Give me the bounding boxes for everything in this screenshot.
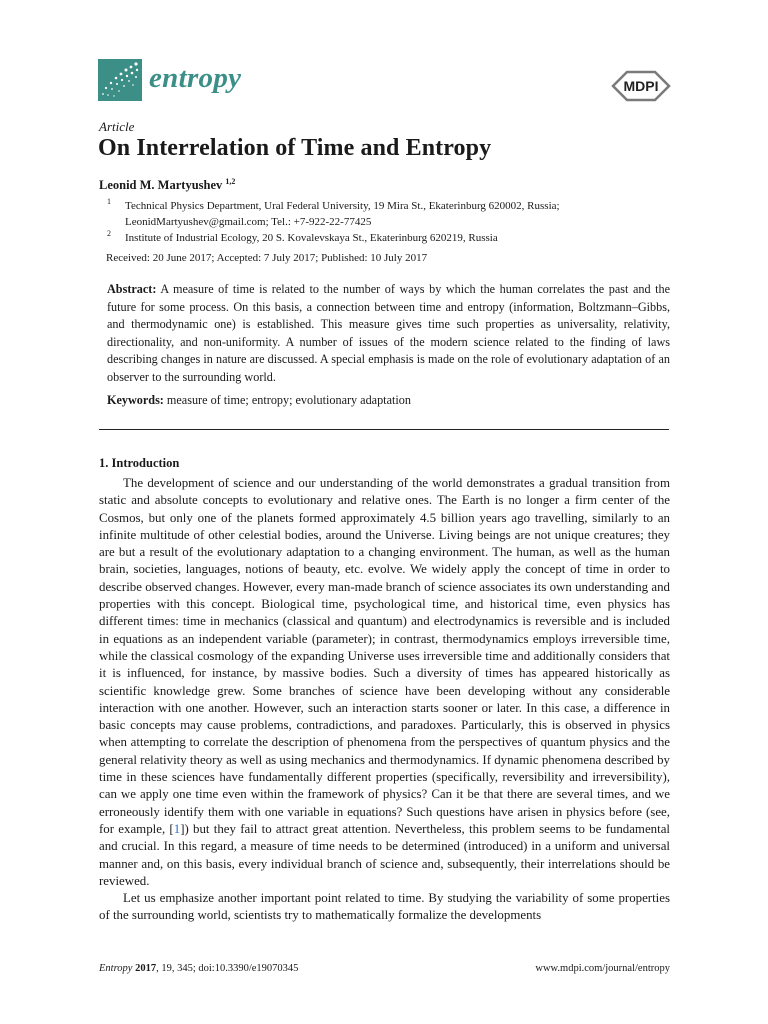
publication-dates: Received: 20 June 2017; Accepted: 7 July 2017; Published: 10 July 2017 xyxy=(106,252,428,264)
mdpi-logo-icon xyxy=(611,69,671,103)
paragraph xyxy=(99,475,670,890)
footer-journal: Entropy xyxy=(99,963,133,974)
journal-name: entropy xyxy=(149,62,242,94)
introduction-body xyxy=(99,475,670,925)
footer-citation xyxy=(99,963,298,974)
affiliation-number: 2 xyxy=(107,229,111,238)
affiliation-1 xyxy=(99,198,679,230)
footer-url[interactable]: www.mdpi.com/journal/entropy xyxy=(535,963,670,974)
paragraph-text: ]) but they fail to attract great attention. Nevertheless, this problem seems to be fundamental and crucial. In this regard, a measure of time needs to be determined (introduced) in a uniform and universal manner and, on this basis, every individual branch of science and, subsequently, their interrelations should be reviewed. xyxy=(99,821,671,888)
article-type: Article xyxy=(99,119,135,134)
footer-year: 2017 xyxy=(135,963,157,974)
affiliation-2 xyxy=(99,230,679,246)
article-title: On Interrelation of Time and Entropy xyxy=(98,135,492,161)
keywords xyxy=(107,393,411,408)
author-name: Leonid M. Martyushev xyxy=(99,178,223,193)
author-affil-sup: 1,2 xyxy=(225,177,236,186)
author xyxy=(99,177,235,193)
abstract-label: Abstract: xyxy=(107,282,157,296)
affiliation-contact[interactable]: LeonidMartyushev@gmail.com; Tel.: +7-922-22-77425 xyxy=(125,216,372,228)
citation-link[interactable]: 1 xyxy=(173,821,181,836)
affiliations xyxy=(99,198,679,246)
keywords-label: Keywords: xyxy=(107,393,164,407)
section-divider xyxy=(99,429,669,430)
section-heading: 1. Introduction xyxy=(99,456,180,470)
footer-doi: , 19, 345; doi:10.3390/e19070345 xyxy=(156,963,299,974)
abstract-text: A measure of time is related to the number of ways by which the human correlates the past and the future for some process. On this basis, a connection between time and entropy (information, Boltzmann–Gibbs, and thermodynamic one) is established. This measure gives time such properties as universality, relativity, directionality, and non-uniformity. A number of issues of the modern science related to the finding of laws describing changes in nature are discussed. A special emphasis is made on the role of evolutionary adaptation of an observer to the surrounding world. xyxy=(107,282,670,384)
publisher-name: MDPI xyxy=(623,78,659,94)
page-footer xyxy=(99,963,670,974)
paragraph: Let us emphasize another important point related to time. By studying the variability of some properties of the surrounding world, scientists try to mathematically formalize the developments xyxy=(99,891,670,923)
abstract xyxy=(107,281,670,386)
affiliation-text: Institute of Industrial Ecology, 20 S. Kovalevskaya St., Ekaterinburg 620219, Russia xyxy=(125,232,498,244)
affiliation-number: 1 xyxy=(107,197,111,206)
affiliation-text: Technical Physics Department, Ural Federal University, 19 Mira St., Ekaterinburg 620002, Russia; xyxy=(125,200,560,212)
keywords-text: measure of time; entropy; evolutionary adaptation xyxy=(166,393,411,407)
entropy-logo-icon xyxy=(98,59,142,101)
paragraph-text: The development of science and our understanding of the world demonstrates a gradual transition from static and absolute concepts to evolutionary and relative ones. The Earth is no longer a firm center of the Cosmos, but only one of the planets formed approximately 4.5 billion years ago travelling, similarly to an infinite multitude of other celestial bodies, around the Universe. Living beings are not unique creatures; they are but a result of the evolutionary adaptation to a changing environment. The human, as well as the human brain, societies, languages, notions of beauty, etc. evolve. We widely apply the concept of time in order to describe observed changes. However, every man-made branch of science associates its own understanding and properties with this concept. Biological time, psychological time, and historical time, even physics has different times: time in mechanics (classical and quantum) and electrodynamics is reversible and is included in equations as an independent variable (parameter); in contrast, thermodynamics employs irreversible time, while the classical cosmology of the expanding Universe uses irreversible time and additionally considers that it is influenced, for instance, by massive bodies. Such a diversity of times has appeared historically as scientific knowledge grew. Some branches of science have been developing without any considerable interaction with one another. However, such an interaction starts sooner or later. In this case, a difference in basic concepts may cause problems, contradictions, and paradoxes. Particularly, this is observed in physics when attempting to correlate the description of phenomena from the perspectives of quantum physics and the general relativity theory as well as using mechanics and thermodynamics. If dynamic phenomena described by time in these sciences have fundamentally different properties (specifically, reversibility and irreversibility), can we apply one time even within the framework of physics? Can it be that there are several times, and we erroneously identify them with one variable in equations? Such questions have arisen in physics before (see, for example, [ xyxy=(99,476,670,836)
